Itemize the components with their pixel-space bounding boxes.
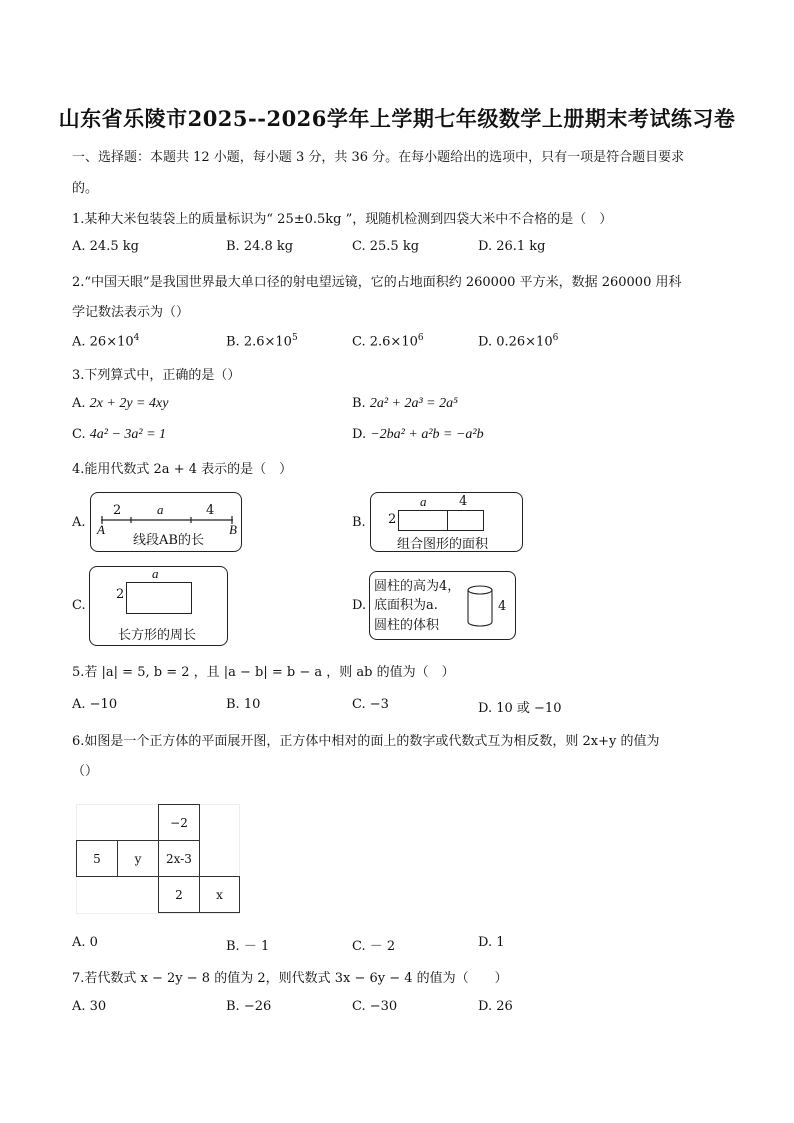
- question-5-stem: 5.若 |a| = 5, b = 2 ，且 |a − b| = b − a ，则 ab 的值为（ ）: [72, 665, 455, 680]
- rect-top-label-4: 4: [459, 494, 468, 509]
- q3-option-b: B. 2a² + 2a³ = 2a⁵: [352, 396, 458, 411]
- net-cell-top: −2: [158, 804, 200, 841]
- rect-c-side-label: 2: [116, 587, 125, 602]
- rect-top-label-a: a: [420, 494, 427, 509]
- q4-figure-c: [89, 566, 228, 646]
- figure-b-caption: 组合图形的面积: [397, 537, 489, 552]
- question-2-stem-cont: 学记数法表示为（）: [72, 305, 190, 320]
- segment-label-4: 4: [206, 503, 215, 518]
- rect-c-top-label: a: [152, 566, 159, 581]
- q1-option-a: A. 24.5 kg: [72, 239, 139, 254]
- question-6-stem: 6.如图是一个正方体的平面展开图，正方体中相对的面上的数字或代数式互为相反数，则 2x+y 的值为: [72, 734, 660, 749]
- q4-option-d-label: D.: [352, 598, 367, 613]
- segment-label-2: 2: [113, 503, 122, 518]
- q6-option-a: A. 0: [72, 935, 98, 950]
- cylinder-icon: [466, 584, 496, 630]
- q7-option-a: A. 30: [72, 999, 107, 1014]
- question-6-stem-cont: （）: [72, 764, 99, 779]
- q7-option-b: B. −26: [226, 999, 272, 1014]
- q1-option-d: D. 26.1 kg: [478, 239, 546, 254]
- section-instructions-cont: 的。: [72, 181, 99, 196]
- cylinder-text-line3: 圆柱的体积: [374, 618, 440, 633]
- q5-option-b: B. 10: [226, 697, 261, 712]
- figure-a-caption: 线段AB的长: [133, 533, 204, 548]
- segment-label-a: a: [157, 502, 164, 517]
- net-cell-y: y: [117, 840, 159, 877]
- q7-option-c: C. −30: [352, 999, 398, 1014]
- net-cell-x: x: [199, 876, 240, 913]
- net-cell-2x-3: 2x-3: [158, 840, 200, 877]
- q5-option-d: D. 10 或 −10: [478, 701, 562, 716]
- q4-figure-d: [369, 571, 516, 640]
- q3-option-c: C. 4a² − 3a² = 1: [72, 427, 167, 442]
- q7-option-d: D. 26: [478, 999, 513, 1014]
- q4-option-c-label: C.: [72, 598, 86, 613]
- q3-option-d: D. −2ba² + a²b = −a²b: [352, 427, 484, 442]
- rect-side-label-2: 2: [388, 512, 397, 527]
- cylinder-text-line1: 圆柱的高为4，: [374, 579, 461, 594]
- q5-option-a: A. −10: [72, 697, 118, 712]
- q5-option-c: C. −3: [352, 697, 389, 712]
- q4-figure-b: [370, 492, 523, 552]
- q1-option-b: B. 24.8 kg: [226, 239, 294, 254]
- page-title: 山东省乐陵市2025--2026学年上学期七年级数学上册期末考试练习卷: [58, 106, 736, 131]
- q4-figure-a: [90, 492, 242, 552]
- q6-option-d: D. 1: [478, 935, 505, 950]
- net-cell-5: 5: [76, 840, 118, 877]
- q2-option-d: D. $0.26\times 10^6$: [478, 333, 559, 350]
- question-2-stem: 2.“中国天眼”是我国世界最大单口径的射电望远镜，它的占地面积约 260000 平方米，数据 260000 用科: [72, 275, 682, 290]
- q2-option-a: A. $26\times 10^4$: [72, 333, 140, 350]
- question-1-stem: 1.某种大米包装袋上的质量标识为“ 25±0.5kg ”，现随机检测到四袋大米中不合格的是（ ）: [72, 212, 613, 227]
- rectangle-c: [126, 582, 192, 614]
- rect-right: [447, 510, 484, 531]
- q4-option-a-label: A.: [72, 515, 86, 530]
- point-b-label: B: [229, 522, 237, 537]
- figure-c-caption: 长方形的周长: [118, 628, 197, 643]
- q6-option-b: B. － 1: [226, 939, 270, 954]
- q1-option-c: C. 25.5 kg: [352, 239, 420, 254]
- q6-option-c: C. － 2: [352, 939, 396, 954]
- q4-option-b-label: B.: [352, 515, 366, 530]
- cylinder-height-label: 4: [498, 599, 507, 614]
- q2-option-b: B. $2.6\times 10^5$: [226, 333, 298, 350]
- point-a-label: A: [97, 522, 105, 537]
- section-instructions: 一、选择题：本题共 12 小题，每小题 3 分，共 36 分。在每小题给出的选项中，只有一项是符合题目要求: [72, 150, 685, 165]
- question-3-stem: 3.下列算式中，正确的是（）: [72, 368, 241, 383]
- net-cell-2: 2: [158, 876, 200, 913]
- cylinder-text-line2: 底面积为a.: [374, 598, 438, 613]
- rect-left: [398, 510, 448, 531]
- question-4-stem: 4.能用代数式 2a + 4 表示的是（ ）: [72, 462, 293, 477]
- q3-option-a: A. 2x + 2y = 4xy: [72, 396, 169, 411]
- q2-option-c: C. $2.6\times 10^6$: [352, 333, 424, 350]
- question-7-stem: 7.若代数式 x − 2y − 8 的值为 2，则代数式 3x − 6y − 4 的值为（ ）: [72, 971, 508, 986]
